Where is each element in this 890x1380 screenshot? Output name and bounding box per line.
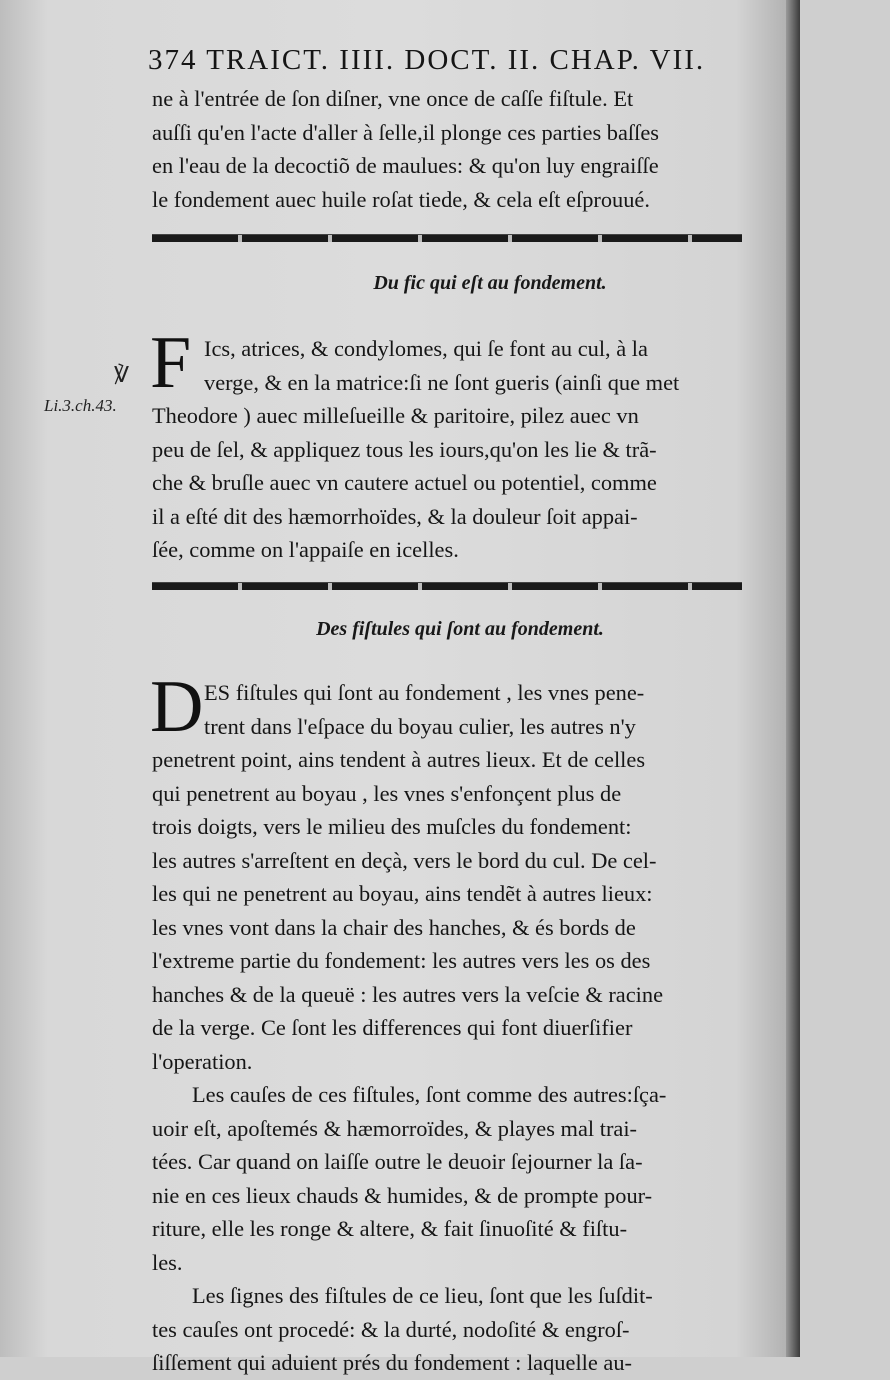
text-line: les.: [152, 1249, 183, 1275]
text-line: le fondement auec huile roſat tiede, & cela eſt eſprouué.: [152, 186, 650, 212]
section-divider: [152, 582, 742, 590]
text-line: Les cauſes de ces fiſtules, ſont comme des autres:ſça-: [192, 1082, 667, 1107]
text-line: auſſi qu'en l'acte d'aller à ſelle,il plonge ces parties baſſes: [152, 119, 659, 145]
running-head: 374 TRAICT. IIII. DOCT. II. CHAP. VII.: [148, 44, 706, 76]
section-heading-fic: Du fic qui eſt au fondement.: [373, 272, 607, 294]
text-line: che & bruſle auec vn cautere actuel ou potentiel, comme: [152, 470, 657, 495]
text-line: tées. Car quand on laiſſe outre le deuoir ſejourner la ſa-: [152, 1149, 643, 1174]
text-line: trois doigts, vers le milieu des muſcles du fondement:: [152, 814, 632, 839]
text-line: il a eſté dit des hæmorrhoïdes, & la douleur ſoit appai-: [152, 503, 638, 529]
text-line: Les ſignes des fiſtules de ce lieu, ſont que les ſuſdit-: [192, 1283, 653, 1308]
text-line: ne à l'entrée de ſon diſner, vne once de caſſe fiſtule. Et: [152, 86, 634, 111]
section-fistules-body: [152, 676, 747, 1380]
text-line: les autres s'arreſtent en deçà, vers le bord du cul. De cel-: [152, 847, 657, 873]
text-line: trent dans l'eſpace du boyau culier, les autres n'y: [204, 713, 636, 739]
drop-cap-initial: F: [150, 322, 192, 404]
margin-reference: Li.3.ch.43.: [44, 396, 117, 415]
text-line: l'operation.: [152, 1048, 253, 1074]
drop-cap-initial: D: [150, 666, 204, 748]
page-edge-shadow: [786, 0, 800, 1357]
text-line: qui penetrent au boyau , les vnes s'enfonçent plus de: [152, 780, 622, 806]
text-line: tes cauſes ont procedé: & la durté, nodoſité & engroſ-: [152, 1316, 630, 1342]
text-line: peu de ſel, & appliquez tous les iours,qu'on les lie & trã-: [152, 436, 657, 462]
text-line: hanches & de la queuë : les autres vers la veſcie & racine: [152, 981, 664, 1007]
text-line: l'extreme partie du fondement: les autres vers les os des: [152, 948, 651, 973]
text-line: en l'eau de la decoctiõ de maulues: & qu'on luy engraiſſe: [152, 153, 659, 178]
text-line: ſiſſement qui aduient prés du fondement : laquelle au-: [152, 1350, 633, 1375]
text-line: de la verge. Ce ſont les differences qui font diuerſifier: [152, 1015, 633, 1040]
text-line: uoir eſt, apoſtemés & hæmorroïdes, & playes mal trai-: [152, 1115, 638, 1141]
text-line: les qui ne penetrent au boyau, ains tendẽt à autres lieux:: [152, 881, 653, 906]
section-fic-body: [152, 332, 747, 567]
text-line: riture, elle les ronge & altere, & fait ſinuoſité & fiſtu-: [152, 1216, 628, 1241]
text-line: ſée, comme on l'appaiſe en icelles.: [152, 537, 459, 562]
text-line: Ics, atrices, & condylomes, qui ſe font au cul, à la: [204, 336, 648, 361]
text-line: Theodore ) auec milleſueille & paritoire, pilez auec vn: [152, 403, 639, 428]
margin-symbol: ℣: [114, 362, 130, 387]
text-line: nie en ces lieux chauds & humides, & de prompte pour-: [152, 1182, 653, 1208]
text-line: penetrent point, ains tendent à autres lieux. Et de celles: [152, 747, 646, 772]
text-line: verge, & en la matrice:ſi ne ſont gueris (ainſi que met: [204, 369, 680, 395]
section-divider: [152, 234, 742, 242]
top-paragraph: [152, 82, 747, 216]
section-heading-fistules: Des fiſtules qui ſont au fondement.: [316, 618, 604, 640]
text-line: les vnes vont dans la chair des hanches, & és bords de: [152, 914, 636, 940]
text-line: ES fiſtules qui ſont au fondement , les vnes pene-: [204, 680, 645, 705]
